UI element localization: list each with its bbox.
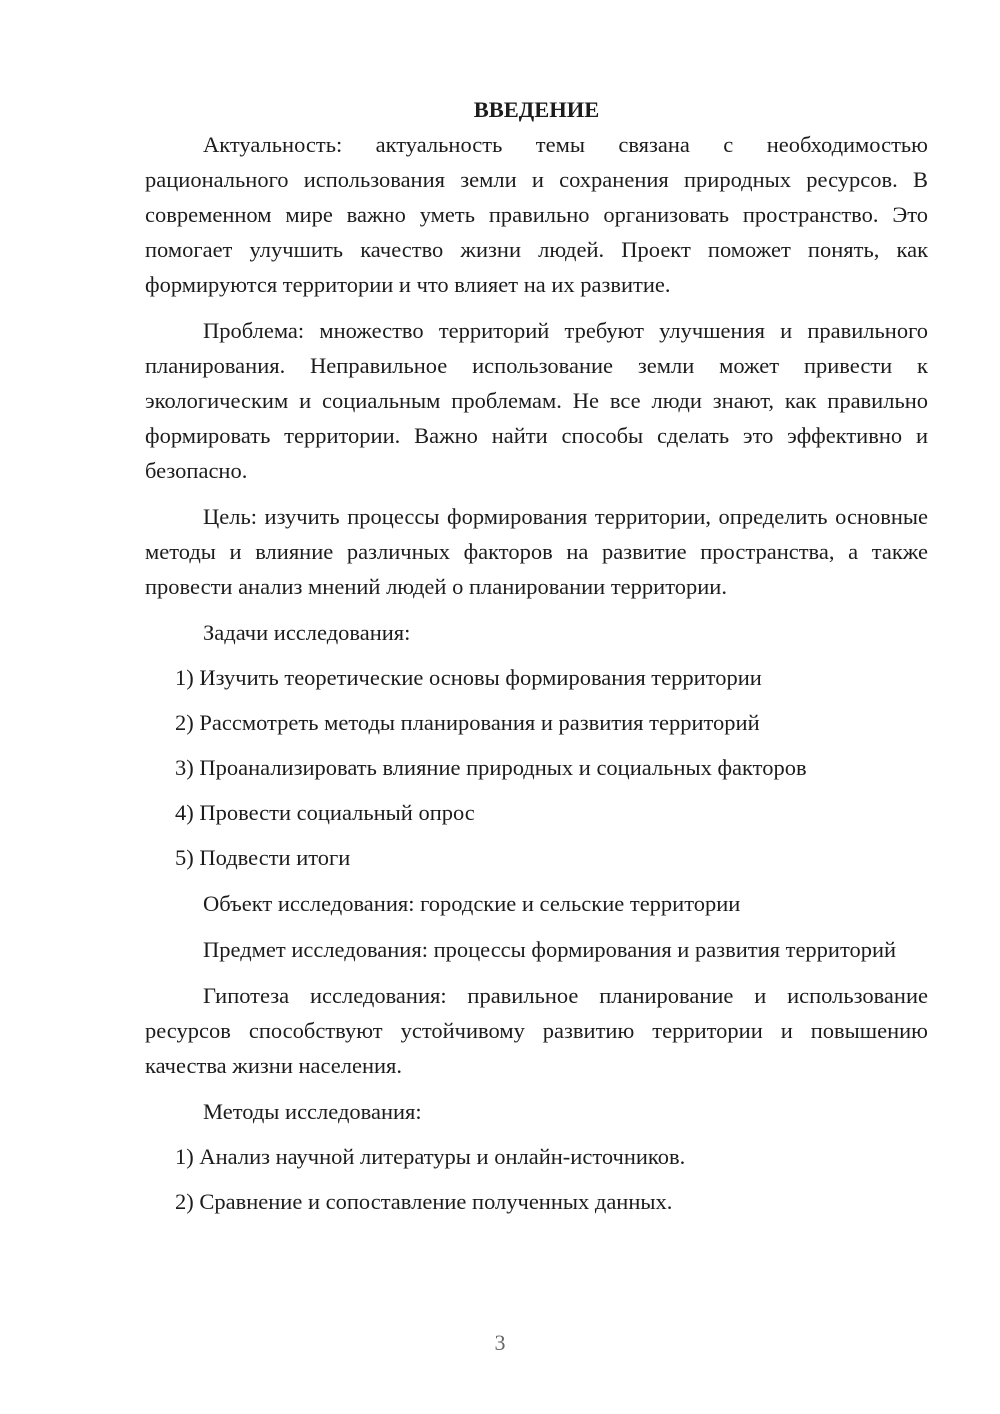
list-item: 1) Анализ научной литературы и онлайн-источников. bbox=[175, 1144, 686, 1169]
list-item: 3) Проанализировать влияние природных и социальных факторов bbox=[175, 755, 807, 780]
document-page bbox=[145, 92, 928, 1219]
relevance-paragraph: Актуальность: актуальность темы связана с необходимостью рационального использования земли и сохранения природных ресурсов. В современном мире важно уметь правильно организовать пространство. Это помогает улучшить качество жизни людей. Проект поможет понять, как формируются территории и что влияет на их развитие. bbox=[145, 132, 928, 297]
object-paragraph: Объект исследования: городские и сельские территории bbox=[203, 891, 741, 916]
tasks-list bbox=[145, 660, 928, 875]
list-item: 5) Подвести итоги bbox=[175, 845, 351, 870]
page-title: ВВЕДЕНИЕ bbox=[473, 97, 600, 122]
list-item: 2) Сравнение и сопоставление полученных данных. bbox=[175, 1189, 673, 1214]
methods-heading: Методы исследования: bbox=[203, 1099, 422, 1124]
list-item: 2) Рассмотреть методы планирования и развития территорий bbox=[175, 710, 760, 735]
page-number: 3 bbox=[494, 1330, 506, 1355]
list-item: 1) Изучить теоретические основы формирования территории bbox=[175, 665, 762, 690]
subject-paragraph: Предмет исследования: процессы формирования и развития территорий bbox=[203, 937, 897, 962]
problem-paragraph: Проблема: множество территорий требуют улучшения и правильного планирования. Неправильное использование земли может привести к экологическим и социальным проблемам. Не все люди знают, как правильно формировать территории. Важно найти способы сделать это эффективно и безопасно. bbox=[145, 318, 928, 483]
goal-paragraph: Цель: изучить процессы формирования территории, определить основные методы и влияние различных факторов на развитие пространства, а также провести анализ мнений людей о планировании территории. bbox=[145, 504, 928, 599]
tasks-heading: Задачи исследования: bbox=[203, 620, 411, 645]
hypothesis-paragraph: Гипотеза исследования: правильное планирование и использование ресурсов способствуют устойчивому развитию территории и повышению качества жизни населения. bbox=[145, 983, 928, 1078]
list-item: 4) Провести социальный опрос bbox=[175, 800, 475, 825]
methods-list bbox=[145, 1139, 928, 1219]
